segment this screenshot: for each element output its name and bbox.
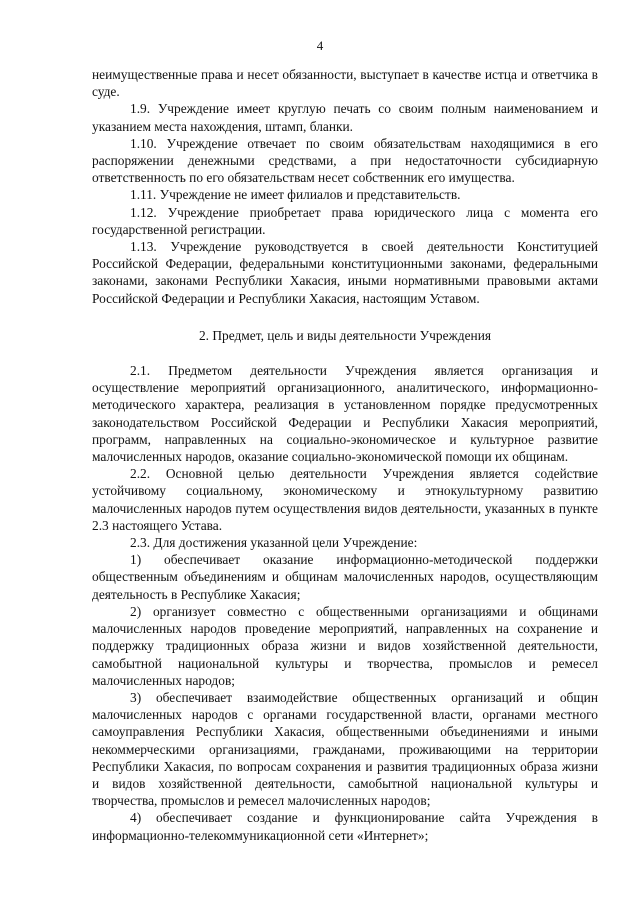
page-number: 4 — [316, 38, 324, 53]
paragraph-2-2: 2.2. Основной целью деятельности Учреждения является содействие устойчивому социальному, экономическому и этнокультурному развитию малочисленных народов путем осуществления видов деятельности, указанных в пункте 2.3 настоящего Устава. — [92, 466, 598, 533]
paragraph-1-12: 1.12. Учреждение приобретает права юридического лица с момента его государственной регистрации. — [92, 204, 598, 237]
paragraph-1-13: 1.13. Учреждение руководствуется в своей деятельности Конституцией Российской Федерации, федеральными конституционными законами, федеральными законами, законами Республики Хакасия, иными нормативными правовыми актами Российской Федерации и Республики Хакасия, настоящим Уставом. — [92, 239, 598, 306]
paragraph-1-11: 1.11. Учреждение не имеет филиалов и представительств. — [130, 187, 461, 203]
paragraph-2-3: 2.3. Для достижения указанной цели Учреждение: — [130, 535, 418, 551]
paragraph-2-1: 2.1. Предметом деятельности Учреждения является организация и осуществление мероприятий организационного, аналитического, информационно-методического характера, реализация в установленном порядке предусмотренных законодательством Российской Федерации и Республики Хакасия мероприятий, программ, направленных на социально-экономическое и культурное развитие малочисленных народов, оказание социально-экономической помощи их общинам. — [92, 363, 598, 465]
list-item-3: 3) обеспечивает взаимодействие общественных организаций и общин малочисленных народов с органами государственной власти, органами местного самоуправления Республики Хакасия, общественными объединениями и иными некоммерческими организациями, гражданами, проживающими на территории Республики Хакасия, по вопросам сохранения и развития традиционных образа жизни и видов хозяйственной деятельности, самобытной национальной культуры и творчества, промыслов и ремесел малочисленных народов; — [92, 689, 598, 809]
paragraph-1-10: 1.10. Учреждение отвечает по своим обязательствам находящимися в его распоряжении денежными средствами, а при недостаточности субсидиарную ответственность по его обязательствам несет собственник его имущества. — [92, 135, 598, 186]
list-item-1: 1) обеспечивает оказание информационно-методической поддержки общественным объединениям и общинам малочисленных народов, осуществляющим деятельность в Республике Хакасия; — [92, 552, 598, 602]
list-item-2: 2) организует совместно с общественными организациями и общинами малочисленных народов проведение мероприятий, направленных на сохранение и поддержку традиционных образа жизни и видов хозяйственной деятельности, самобытной национальной культуры и творчества, промыслов и ремесел малочисленных народов; — [92, 603, 598, 688]
section-heading: 2. Предмет, цель и виды деятельности Учреждения — [198, 327, 492, 343]
paragraph-1-9: 1.9. Учреждение имеет круглую печать со своим полным наименованием и указанием места нахождения, штамп, бланки. — [92, 101, 598, 134]
document-body — [92, 66, 598, 844]
paragraph-continuation: неимущественные права и несет обязанности, выступает в качестве истца и ответчика в суде. — [92, 67, 598, 100]
list-item-4: 4) обеспечивает создание и функционирование сайта Учреждения в информационно-телекоммуникационной сети «Интернет»; — [92, 810, 598, 843]
